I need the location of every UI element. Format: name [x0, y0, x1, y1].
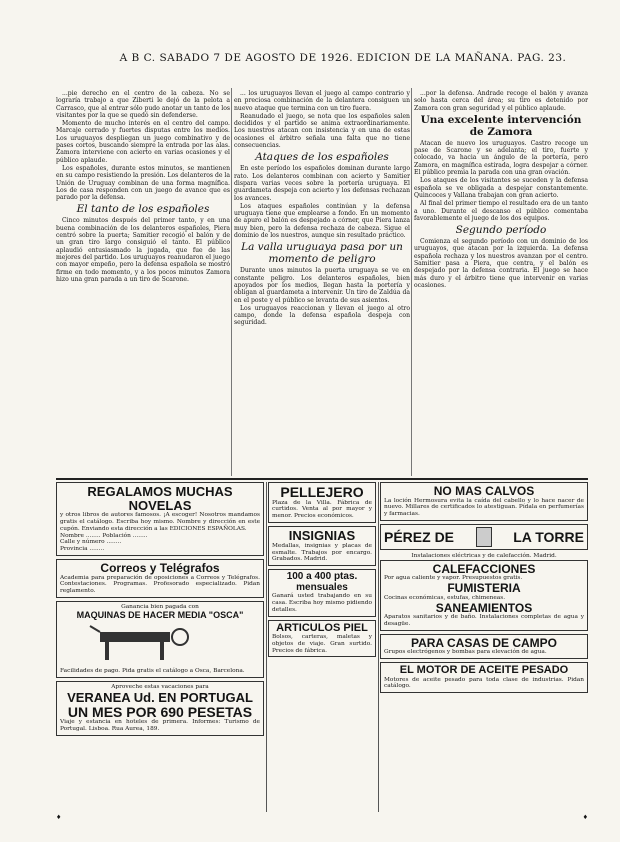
- ad-motor-aceite: [380, 662, 588, 693]
- ad-calefacciones: [380, 560, 588, 631]
- ads-column-2: [268, 482, 376, 812]
- emblem-icon: [476, 527, 492, 547]
- coupon-line: Nombre ........ Población ........: [60, 532, 148, 539]
- ad-body: Por agua caliente y vapor. Presupuestos gratis.: [384, 575, 523, 582]
- ad-perez-de-la-torre: [380, 524, 588, 550]
- ad-title: SANEAMIENTOS: [435, 600, 533, 615]
- paragraph: Los ataques de los visitantes se suceden y la defensa española se ve obligada a despejar constantemente. Quincoces y Vallana trabajan con gran acierto.: [414, 177, 588, 199]
- ad-body: Motores de aceite pesado para toda clase de industrias. Pidan catálogo.: [384, 676, 584, 690]
- paragraph: Los uruguayos reaccionan y llevan el juego al otro campo, donde la defensa española despeja con seguridad.: [234, 304, 410, 327]
- paragraph: Reanudado el juego, se nota que los españoles salen decididos y el partido se anima extraordinariamente. Los nuestros atacan con insistencia y en una de estas ocasiones el árbitro señala una falta que no tiene consecuencias.: [234, 112, 410, 150]
- ad-insignias: [268, 526, 376, 566]
- ad-body: Bolsos, carteras, maletas y objetos de viaje. Gran surtido. Precios de fábrica.: [272, 634, 372, 654]
- paragraph: ...pie derecho en el centro de la cabeza. No se lograría trabajo a que Ziberti le dejó de la pelota a Carrasco, que al entrar sólo pudo anotar un tanto de los visitantes por la que se quedó sin defenderse.: [56, 90, 230, 119]
- ad-title: 100 a 400 ptas. mensuales: [286, 571, 358, 593]
- paragraph: En este período los españoles dominan durante largo rato. Los delanteros combinan con acierto y Samitier dispara varias veces sobre la portería uruguaya. El guardameta despeja con acierto y los defensas rechazan los avances.: [234, 165, 410, 202]
- paragraph: Cinco minutos después del primer tanto, y en una buena combinación de los delanteros españoles, Piera centró sobre la puerta; Samitier recogió el balón y de un gran tiro largo consiguió el tanto. El público aplaudió entusiasmado la jugada, que fue de las mejores del partido. Los uruguayos reanudaron el juego con mayor empeño, pero la defensa española se mostró firme en todo momento, y a los pocos minutos Zamora hizo una gran parada a un tiro de Scarone.: [56, 217, 230, 283]
- paragraph: Durante unos minutos la puerta uruguaya se ve en constante peligro. Los delanteros españoles, bien apoyados por los medios, llegan hasta la portería y obligan al guardameta a intervenir. Un tiro de Zaldúa da en el poste y el público se levanta de sus asientos.: [234, 267, 410, 304]
- ad-title: NO MAS CALVOS: [433, 484, 535, 498]
- ad-body: Facilidades de pago. Pida gratis el catálogo a Osca, Barcelona.: [60, 668, 245, 675]
- ad-title-right: LA TORRE: [513, 528, 584, 545]
- ad-body: Viaje y estancia en hoteles de primera. Informes: Turismo de Portugal. Lisboa. Rua Aurea, 189.: [60, 719, 260, 732]
- ad-title: Correos y Telégrafos: [100, 561, 220, 576]
- ad-prestamos: [268, 569, 376, 616]
- ad-body: Academia para preparación de oposiciones a Correos y Telégrafos. Contestaciones. Programas. Profesorado especializado. Pidan reglamento.: [60, 574, 260, 595]
- ad-novelas: [56, 482, 264, 556]
- article-column-1: [56, 90, 230, 474]
- ad-body: y otros libros de autores famosos. ¡A escoger! Nosotros mandamos gratis el catálogo. Escriba hoy mismo. Nombre y dirección en este cupón. Enviando esta dirección a las EDICIONES ESPAÑOLAS.: [60, 512, 260, 532]
- ad-body: Medallas, insignias y placas de esmalte. Trabajos por encargo. Grabados. Madrid.: [272, 542, 372, 563]
- coupon-line: Provincia ........: [60, 546, 105, 553]
- ad-title: FUMISTERIA: [447, 581, 521, 596]
- page-footer: [56, 812, 588, 824]
- section-heading: Segundo período: [455, 224, 547, 237]
- ad-correos: [56, 559, 264, 598]
- paragraph: ... los uruguayos llevan el juego al campo contrario y en preciosa combinación de la delantera consiguen un nuevo ataque que termina con un tiro fuera.: [234, 90, 410, 112]
- article-column-3: [414, 90, 588, 474]
- ad-title: INSIGNIAS: [288, 528, 356, 544]
- ad-title: REGALAMOS MUCHAS NOVELAS: [87, 484, 233, 513]
- column-divider: [231, 88, 232, 476]
- ad-title: PELLEJERO: [280, 484, 364, 500]
- column-divider: [411, 88, 412, 476]
- ad-body: Plaza de la Villa. Fábrica de curtidos. Venta al por mayor y menor. Precios económicos.: [272, 499, 372, 520]
- coupon-line: Calle y número ........: [60, 539, 122, 546]
- ad-title: ARTICULOS PIEL: [276, 621, 368, 634]
- ad-subtitle: UN MES POR 690 PESETAS: [67, 703, 253, 720]
- ad-intro: Aproveche estas vacaciones para: [111, 684, 209, 691]
- paragraph: Los españoles, durante estos minutos, se mantienen en su campo resistiendo la presión. Los delanteros de la Unión de Uruguay combinan de una forma magnífica. Los de casa responden con un juego de avance que es parado por la defensa.: [56, 164, 230, 202]
- ad-articulos: [268, 620, 376, 658]
- ad-title: VERANEA Ud. EN PORTUGAL: [67, 689, 253, 705]
- paragraph: Momento de mucho interés en el centro del campo. Marcaje cerrado y fuertes disputas entre los medios. Los uruguayos despliegan un juego combinativo y de pases cortos, buscando siempre la entrada por las alas. Zamora interviene con acierto en varias ocasiones y el público aplaude.: [56, 120, 230, 164]
- ad-title-left: PÉREZ DE: [384, 528, 455, 545]
- knitting-machine-illustration: [60, 622, 260, 662]
- paragraph: ...por la defensa. Andrade recoge el balón y avanza solo hasta cerca del área; su tiro es detenido por Zamora con gran seguridad y el público aplaude.: [414, 90, 588, 112]
- footer-ornament: ♦: [56, 814, 62, 821]
- paragraph: Comienza el segundo período con un dominio de los uruguayos, que atacan por la izquierda. La defensa española rechaza y los nuestros avanzan por el centro. Samitier pasa a Piera, que centra, y el balón es despejado por la defensa contraria. El juego se hace más duro y el árbitro tiene que intervenir en varias ocasiones.: [414, 238, 588, 289]
- ad-title: EL MOTOR DE ACEITE PESADO: [399, 664, 569, 677]
- paragraph: Atacan de nuevo los uruguayos. Castro recoge un pase de Scarone y se adelanta; el tiro, fuerte y colocado, va hacia un ángulo de la portería, pero Zamora, en magnífica estirada, logra despejar a córner. El público premia la parada con una gran ovación.: [414, 139, 588, 177]
- footer-ornament: ♦: [582, 814, 588, 821]
- ad-pellejero: [268, 482, 376, 523]
- ad-intro: Ganancia bien pagada con: [121, 604, 199, 611]
- article-column-2: [234, 90, 410, 474]
- ads-column-1: [56, 482, 264, 812]
- ad-maquinas: [56, 601, 264, 678]
- ad-body: Ganará usted trabajando en su casa. Escriba hoy mismo pidiendo detalles.: [272, 593, 372, 613]
- ad-title: PARA CASAS DE CAMPO: [410, 635, 557, 650]
- ad-title: MAQUINAS DE HACER MEDIA "OSCA": [76, 609, 244, 620]
- paragraph: Los ataques españoles continúan y la defensa uruguaya tiene que emplearse a fondo. En un momento de apuro el balón es despejado a córner, que Piera lanza muy bien, pero la defensa rechaza de cabeza. Sigue el dominio de los nuestros, aunque sin resultado práctico.: [234, 202, 410, 240]
- advertisements: [56, 482, 588, 812]
- ad-body: Grupos electrógenos y bombas para elevación de agua.: [384, 649, 547, 656]
- ad-body: Cocinas económicas, estufas, chimeneas.: [384, 594, 506, 601]
- section-heading: La valla uruguaya pasa por un momento de peligro: [241, 241, 403, 266]
- page-header: A B C. SABADO 7 DE AGOSTO DE 1926. EDICION DE LA MAÑANA. PAG. 23.: [119, 52, 567, 64]
- ad-body: Aparatos sanitarios y de baño. Instalaciones completas de agua y desagüe.: [384, 614, 584, 627]
- ads-column-3: [380, 482, 588, 812]
- section-heading: El tanto de los españoles: [76, 203, 210, 216]
- ads-divider: [56, 478, 588, 480]
- ad-title: CALEFACCIONES: [432, 561, 536, 576]
- ads-divider-vertical: [266, 482, 267, 812]
- ad-veranea: [56, 681, 264, 736]
- section-heading: Ataques de los españoles: [255, 151, 389, 164]
- ad-body: La loción Hermosura evita la caída del cabello y lo hace nacer de nuevo. Millares de certificados lo atestiguan. Pídala en perfumerías y farmacias.: [384, 497, 584, 518]
- paragraph: Al final del primer tiempo el resultado era de un tanto a uno. Durante el descanso el público comentaba favorablemente el juego de los dos equipos.: [414, 200, 588, 222]
- ad-casas-de-campo: [380, 634, 588, 659]
- section-heading: Una excelente intervención de Zamora: [420, 113, 582, 138]
- ads-divider-vertical: [378, 482, 379, 812]
- ad-subline: Instalaciones eléctricas y de calefacción. Madrid.: [411, 552, 557, 559]
- ad-calvos: [380, 482, 588, 521]
